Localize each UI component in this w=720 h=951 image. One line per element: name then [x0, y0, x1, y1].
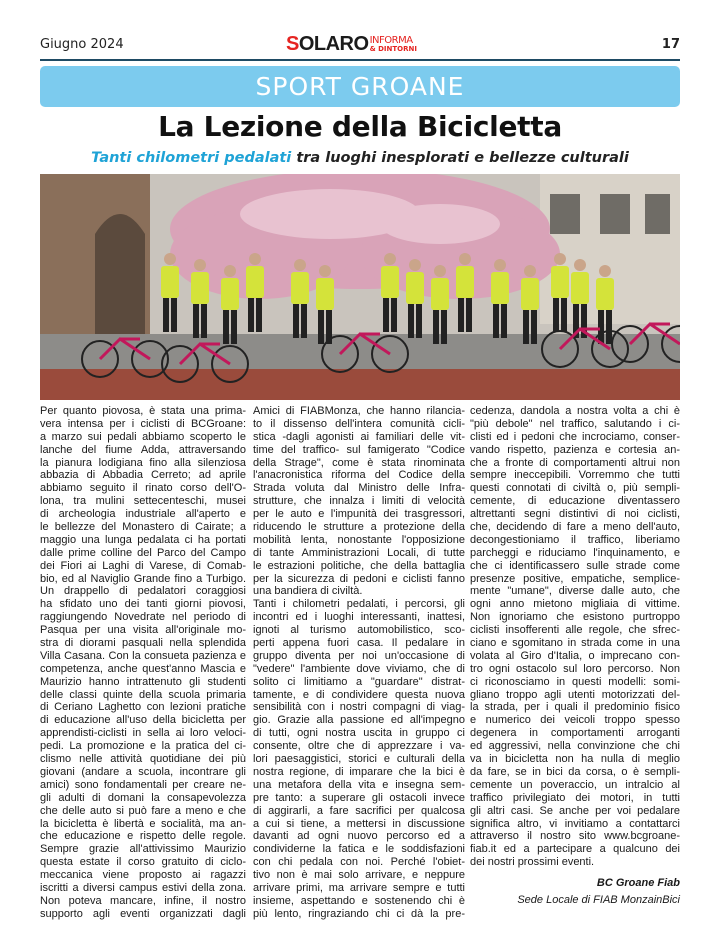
signature-name: BC Groane Fiab	[596, 877, 680, 889]
text-line: lona, tra mulini settecenteschi, musei	[40, 495, 246, 508]
article-title: La Lezione della Bicicletta	[158, 110, 562, 143]
text-line: tro ogni ostacolo sul loro percorso. Non	[470, 662, 680, 675]
text-line: che delle auto si può fare a meno e che	[40, 804, 246, 817]
text-line: "più debole" nel traffico, salutando i ci-	[470, 417, 680, 430]
text-line: mobilità lenta, nonostante l'opposizione	[253, 533, 465, 546]
text-line: attraverso il nostro sito www.bcgroane-	[470, 830, 680, 843]
logo-side-top: INFORMA	[369, 35, 413, 46]
text-line: stra di diorami pasquali nella splendida	[40, 637, 246, 650]
text-line: arrivare primi, ma arrivare sempre e tutti	[253, 881, 465, 894]
text-line: di educazione all'uso della bicicletta per	[40, 714, 246, 727]
text-line: davanti ad ogni nuovo percorso ed a	[253, 830, 465, 843]
text-line: Villa Casana. Con la consueta pazienza e	[40, 649, 246, 662]
text-line: lori paesaggistici, storici e culturali della	[253, 753, 465, 766]
text-line: gio. Grazie alla passione ed all'impegno	[253, 714, 465, 727]
text-line: Per quanto piovosa, è stata una prima-	[40, 405, 246, 417]
text-line: solito ci limitiamo a "guardare" distrat-	[253, 675, 465, 688]
text-line: dalle prime colline del Parco del Campo	[40, 546, 246, 559]
logo-main-text: OLARO	[298, 33, 369, 55]
text-line: supporto agli eventi organizzati dagli	[40, 907, 246, 920]
text-line: ignoti al turismo automobilistico, sco-	[253, 624, 465, 637]
text-line: Tanti i chilometri pedalati, i percorsi, gli	[253, 598, 465, 611]
text-line: che educazione e rispetto delle regole.	[40, 830, 246, 843]
text-line: dei Fiori ai Laghi di Varese, di Comab-	[40, 559, 246, 572]
text-line: Non ignoriamo che esistono purtroppo	[470, 611, 680, 624]
text-line: to il dissenso dell'intera comunità cicli-	[253, 417, 465, 430]
text-line: ha sfidato uno dei tanti giorni piovosi,	[40, 598, 246, 611]
section-title: SPORT GROANE	[255, 72, 465, 101]
text-line: time del traffico- sul famigerato "Codice	[253, 443, 465, 456]
text-line: giovani (andare a scuola, incontrare gli	[40, 765, 246, 778]
text-line: incontri ed i luoghi interessanti, inattesi,	[253, 611, 465, 624]
text-line: Strada voluta dal Ministro delle Infra-	[253, 482, 465, 495]
text-line: maggio una lunga pedalata ci ha portati	[40, 533, 246, 546]
article-column-2	[253, 405, 465, 921]
subtitle-highlight: Tanti chilometri pedalati	[91, 150, 292, 166]
text-line: che a fronte di comportamenti altrui non	[470, 456, 680, 469]
subtitle-rest: tra luoghi inesplorati e bellezze culturali	[291, 150, 629, 166]
text-line: gli altri casi. Se anche per voi pedalare	[470, 804, 680, 817]
text-line: Un drappello di pedalatori coraggiosi	[40, 585, 246, 598]
text-line: cemente un poveraccio, un intralcio al	[470, 778, 680, 791]
text-line: significa altro, vi invitiamo a contattarci	[470, 817, 680, 830]
text-line: competenza, anche quest'anno Mascia e	[40, 662, 246, 675]
text-line: traffico privilegiato dei motori, in tutti	[470, 791, 680, 804]
section-banner	[40, 66, 680, 107]
logo-side-bottom: & DINTORNI	[369, 45, 417, 53]
text-line: amici) sono fondamentali per creare ne-	[40, 778, 246, 791]
text-line: bio, ed al Naviglio Grande fino a Turbigo.	[40, 572, 246, 585]
text-line: ed aggressivi, nella convinzione che chi	[470, 740, 680, 753]
text-line: della Strage", come è stata rinominata	[253, 456, 465, 469]
text-line: abbiamo seguito il rinato corso dell'O-	[40, 482, 246, 495]
text-line: dei nostri prossimi eventi.	[470, 856, 595, 869]
text-line: che, decidendo di fare a meno dell'auto,	[470, 521, 680, 534]
text-line: cemente, di educazione diventassero	[470, 495, 680, 508]
article-column-3	[470, 405, 680, 869]
signature-affiliation: Sede Locale di FIAB MonzainBici	[517, 894, 680, 906]
text-line: per le auto e l'impunità dei trasgressori,	[253, 508, 465, 521]
text-line: una bandiera di civiltà.	[253, 585, 363, 598]
text-line: gli adulti di domani la consapevolezza	[40, 791, 246, 804]
article-column-1	[40, 405, 246, 921]
solaro-informa-logo	[286, 34, 417, 54]
text-line: apprendisti-ciclisti in sella ai loro veloci-	[40, 727, 246, 740]
text-line: di archeologia industriale all'aperto e	[40, 508, 246, 521]
text-line: consente, oltre che di apprezzare i va-	[253, 740, 465, 753]
text-line: meccanica viene proposto ai ragazzi	[40, 869, 246, 882]
text-line: che ci identificassero sulle strade come	[470, 559, 680, 572]
text-line: la bicicletta è libertà e socialità, ma an-	[40, 817, 246, 830]
text-line: riducendo le strutture a protezione della	[253, 521, 465, 534]
logo-letter-s: S	[286, 33, 299, 55]
text-line: Sempre grazie all'attivissimo Maurizio	[40, 843, 246, 856]
text-line: l'anacronistica riforma del Codice della	[253, 469, 465, 482]
text-line: e numerico dei veicoli troppo spesso	[470, 714, 680, 727]
text-line: con chi pedala con noi. Perché l'obiet-	[253, 856, 465, 869]
text-line: da fare, se in bici da corsa, o è sempli-	[470, 765, 680, 778]
text-line: Maurizio hanno intrattenuto gli studenti	[40, 675, 246, 688]
text-line: volata al Giro d'Italia, o imprecano con-	[470, 649, 680, 662]
text-line: clismo nelle attività quotidiane dei più	[40, 753, 246, 766]
text-line: vando rispetto, pazienza e cortesia an-	[470, 443, 680, 456]
text-line: di tante Amministrazioni Locali, di tutte	[253, 546, 465, 559]
text-line: ciclisti insofferenti alle regole, che sfrec-	[470, 624, 680, 637]
text-line: lanche del fiume Adda, attraversando	[40, 443, 246, 456]
text-line: nostra regione, di imparare che la bici è	[253, 765, 465, 778]
text-line: iscritti a diversi campus estivi della zona.	[40, 881, 246, 894]
text-line: più lento, ringraziando chi ci dà la pre-	[253, 907, 465, 920]
text-line: questa estate il corso gratuito di ciclo-	[40, 856, 246, 869]
text-line: vera intensa per i ciclisti di BCGroane:	[40, 417, 246, 430]
text-line: a cui si tiene, a mettersi in discussione	[253, 817, 465, 830]
text-line: stica -dagli agonisti ai familiari delle vit-	[253, 430, 465, 443]
header-divider	[40, 59, 680, 61]
text-line: tamente, e di condividere questa nuova	[253, 688, 465, 701]
text-line: a marzo sui pedali abbiamo scoperto le	[40, 430, 246, 443]
text-line: di Ceriano Laghetto con lezioni pratiche	[40, 701, 246, 714]
text-line: Amici di FIABMonza, che hanno rilancia-	[253, 405, 465, 417]
text-line: perti appena fuori casa. Il pedalare in	[253, 637, 465, 650]
text-line: "vedere" l'ambiente dove viviamo, che di	[253, 662, 465, 675]
text-line: mente "umane", diverse dalle auto, che	[470, 585, 680, 598]
text-line: raggiungendo Novedrate nel periodo di	[40, 611, 246, 624]
text-line: gruppo diventa per noi un'occasione di	[253, 649, 465, 662]
page-number: 17	[661, 37, 680, 52]
text-line: fiab.it ed a partecipare a qualcuno dei	[470, 843, 680, 856]
text-line: degenera in comportamenti arroganti	[470, 727, 680, 740]
text-line: va in bicicletta non ha nulla di meglio	[470, 753, 680, 766]
text-line: delle classi quinte della scuola primaria	[40, 688, 246, 701]
text-line: pre tanto: a superare gli ostacoli invece	[253, 791, 465, 804]
text-line: clisti ed i pedoni che incrociamo, conser-	[470, 430, 680, 443]
text-line: la pianura lodigiana fino alla silenziosa	[40, 456, 246, 469]
text-line: pedi. La promozione e la pratica del ci-	[40, 740, 246, 753]
text-line: tivo non è mai solo arrivare, e neppure	[253, 869, 465, 882]
text-line: decongestioniamo il traffico, liberiamo	[470, 533, 680, 546]
text-line: ci riconosciamo in questi modelli: somi-	[470, 675, 680, 688]
text-line: le bellezze del Monastero di Cairate; a	[40, 521, 246, 534]
text-line: questi connotati di civiltà o, più sempli-	[470, 482, 680, 495]
text-line: insieme, aspettando e sostenendo chi è	[253, 894, 465, 907]
text-line: abbazia di Abbadia Cerreto; ad aprile	[40, 469, 246, 482]
text-line: sempre ineccepibili. Vorremmo che tutti	[470, 469, 680, 482]
text-line: ogni anno mietono migliaia di vittime.	[470, 598, 680, 611]
text-line: di tutti, ogni nostra uscita in gruppo ci	[253, 727, 465, 740]
text-line: per la sicurezza di pedoni e ciclisti fanno	[253, 572, 465, 585]
text-line: presenze positive, empatiche, semplice-	[470, 572, 680, 585]
text-line: condividerne la fatica e le soddisfazioni	[253, 843, 465, 856]
text-line: ciano e sgomitano in strada come in una	[470, 637, 680, 650]
text-line: una metafora della vita e insegna sem-	[253, 778, 465, 791]
text-line: gliano troppo agli utenti motorizzati del-	[470, 688, 680, 701]
text-line: le estrazioni politiche, che della battaglia	[253, 559, 465, 572]
text-line: parcheggi e riduciamo l'inquinamento, e	[470, 546, 680, 559]
article-subtitle	[0, 150, 720, 166]
text-line: Non poteva mancare, infine, il nostro	[40, 894, 246, 907]
text-line: altrettanti segni distintivi di noi ciclisti,	[470, 508, 680, 521]
group-cyclists-photo	[40, 174, 680, 400]
text-line: di aggirarli, a fare sacrifici per qualcosa	[253, 804, 465, 817]
text-line: Pasqua per una visita all'originale mo-	[40, 624, 246, 637]
issue-date: Giugno 2024	[40, 37, 124, 52]
text-line: cedenza, dandola a nostra volta a chi è	[470, 405, 680, 417]
text-line: strutture, che innalza i limiti di velocità	[253, 495, 465, 508]
text-line: la strada, per i quali il predominio fisico	[470, 701, 680, 714]
text-line: sensibilità con i nostri compagni di viag-	[253, 701, 465, 714]
